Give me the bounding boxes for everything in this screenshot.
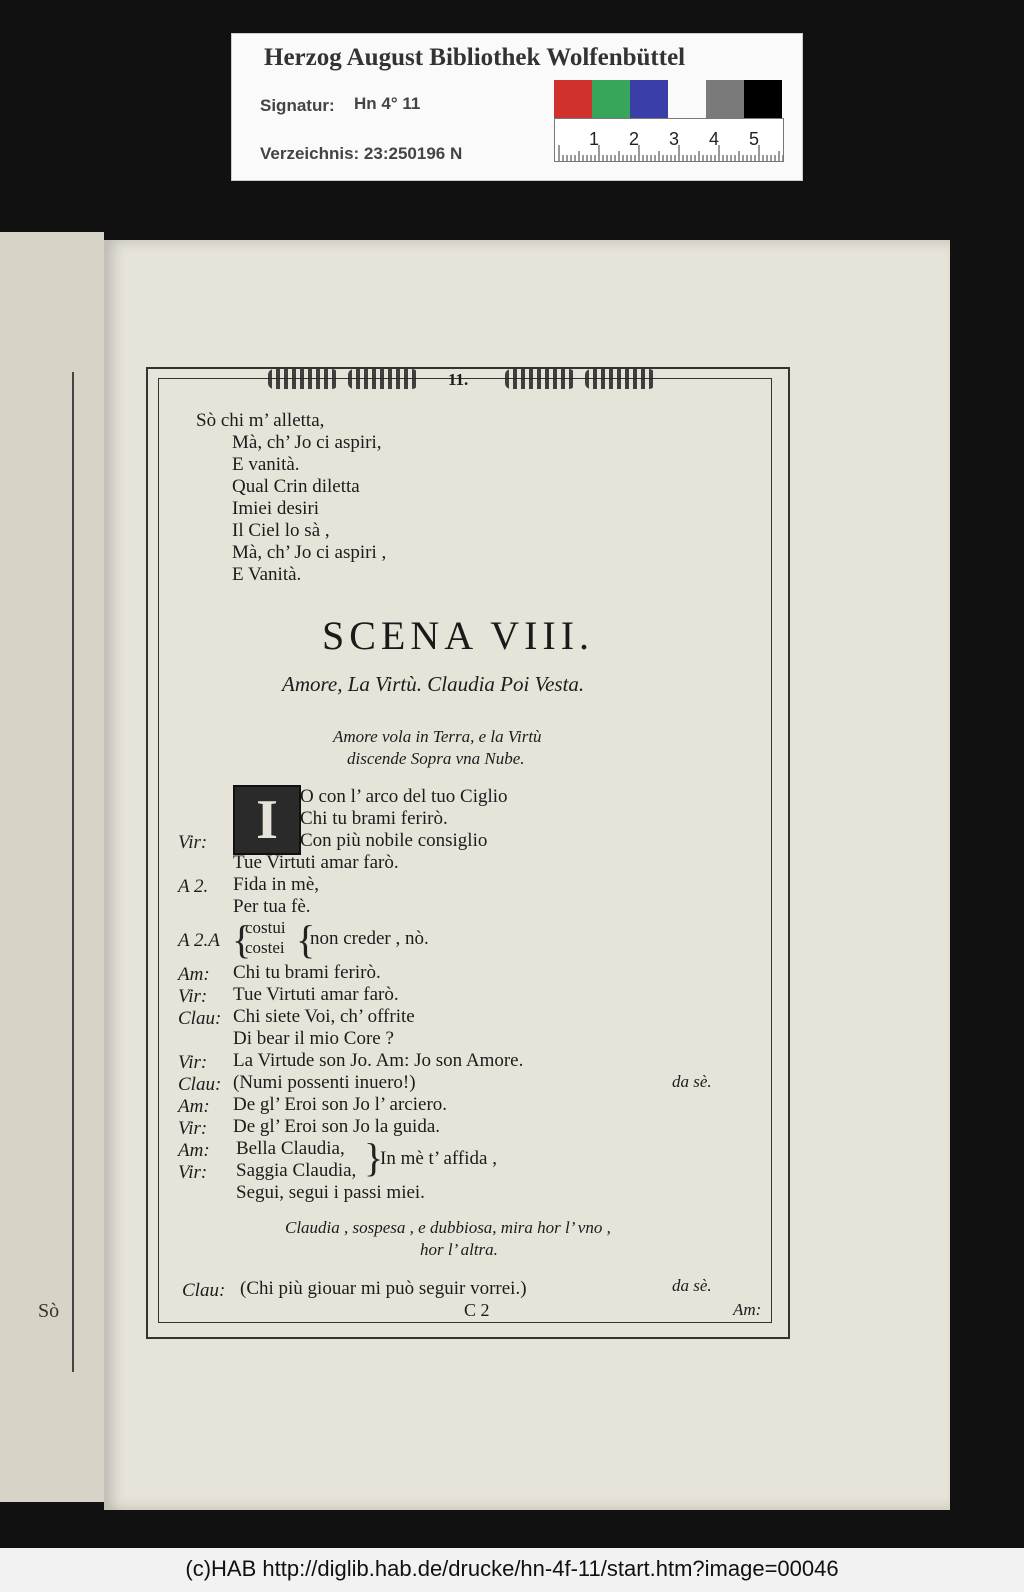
left-page-frame [0,372,74,1372]
speaker-label: Clau: [178,1074,222,1095]
swatch-green [592,80,630,118]
ornament-icon [585,369,655,389]
page-number: 11. [448,370,469,389]
speaker-label: Clau: [178,1008,222,1029]
song-line: Il Ciel lo sà , [232,520,330,541]
ornament-icon [348,369,418,389]
swatch-red [554,80,592,118]
ruler-number: 2 [629,129,640,149]
dialogue-text: Fida in mè, [233,874,320,895]
dialogue-text: In mè t’ affida , [380,1148,497,1169]
signature-mark: C 2 [464,1300,490,1320]
aside-note: da sè. [672,1276,712,1295]
brace-right: } [364,1135,384,1180]
speaker-label: Am: [178,1140,210,1161]
dialogue-text: De gl’ Eroi son Jo la guida. [233,1116,441,1137]
scale-ruler [554,118,784,162]
aside-note: da sè. [672,1072,712,1091]
ornament-icon [505,369,575,389]
ruler-number: 5 [749,129,760,149]
dialogue-text: Di bear il mio Core ? [233,1028,394,1049]
signatur-value: Hn 4° 11 [354,94,421,113]
header-ornament-left [268,369,418,391]
ruler-number: 1 [589,129,600,149]
color-swatches [554,80,782,118]
speaker-label: Vir: [178,986,208,1007]
dialogue-option: costui [245,918,286,937]
song-line: Mà, ch’ Jo ci aspiri, [232,432,382,453]
dialogue-text: Saggia Claudia, [236,1160,357,1181]
dialogue-text: (Numi possenti inuero!) [233,1072,416,1093]
stage-direction: Claudia , sospesa , e dubbiosa, mira hor l’ vno , [285,1218,611,1237]
header-ornament-right [505,369,655,391]
stage-direction: discende Sopra vna Nube. [347,749,525,768]
dialogue-text: non creder , nò. [310,928,429,949]
speaker-label: Vir: [178,1118,208,1139]
dialogue-text: Tue Virtuti amar farò. [233,984,399,1005]
swatch-white [668,80,706,118]
song-line: Mà, ch’ Jo ci aspiri , [232,542,387,563]
ruler-number: 3 [669,129,680,149]
ruler-number: 4 [709,129,720,149]
dialogue-text: Tue Virtuti amar farò. [233,852,399,873]
song-line: E vanità. [232,454,300,475]
brace-left: { [232,917,252,962]
swatch-blue [630,80,668,118]
song-line: E Vanità. [232,564,302,585]
song-line: Qual Crin diletta [232,476,360,497]
dialogue-text: Con più nobile consiglio [300,830,488,851]
swatch-gray [706,80,744,118]
speaker-label: Clau: [182,1280,226,1301]
speaker-label: Vir: [178,1162,208,1183]
dialogue-text: Chi siete Voi, ch’ offrite [233,1006,415,1027]
speaker-label: A 2.A [178,930,220,951]
speaker-label: Vir: [178,832,208,853]
dialogue-text: O con l’ arco del tuo Ciglio [300,786,508,807]
dialogue-text: Chi tu brami ferirò. [233,962,381,983]
swatch-black [744,80,782,118]
speaker-label: Am: [178,964,210,985]
dialogue-text: Segui, segui i passi miei. [236,1182,425,1203]
dialogue-text: De gl’ Eroi son Jo l’ arciero. [233,1094,448,1115]
left-page-catchword: Sò [38,1300,60,1322]
dialogue-option: costei [245,938,285,957]
library-label [231,33,803,181]
dialogue-text: Per tua fè. [233,896,311,917]
song-line: Imiei desiri [232,498,320,519]
scene-characters: Amore, La Virtù. Claudia Poi Vesta. [282,672,585,696]
dialogue-text: Chi tu brami ferirò. [300,808,448,829]
verzeichnis-text: Verzeichnis: 23:250196 N [260,144,463,163]
signatur-label: Signatur: [260,96,335,115]
brace-right: { [296,917,316,962]
stage-direction: hor l’ altra. [420,1240,498,1259]
speaker-label: Am: [178,1096,210,1117]
decorated-initial: I [233,785,301,855]
dialogue-text: La Virtude son Jo. Am: Jo son Amore. [233,1050,524,1071]
dialogue-text: Bella Claudia, [236,1138,345,1159]
catchword: Am: [733,1300,762,1319]
song-line: Sò chi m’ alletta, [196,410,325,431]
scene-title: SCENA VIII. [322,613,595,658]
speaker-label: Vir: [178,1052,208,1073]
ornament-icon [268,369,338,389]
stage-direction: Amore vola in Terra, e la Virtù [333,727,542,746]
footer-url: (c)HAB http://diglib.hab.de/drucke/hn-4f-11/start.htm?image=00046 [185,1556,839,1581]
footer-bar [0,1548,1024,1592]
library-title: Herzog August Bibliothek Wolfenbüttel [264,44,686,71]
dialogue-text: (Chi più giouar mi può seguir vorrei.) [240,1278,527,1299]
speaker-label: A 2. [178,876,209,897]
